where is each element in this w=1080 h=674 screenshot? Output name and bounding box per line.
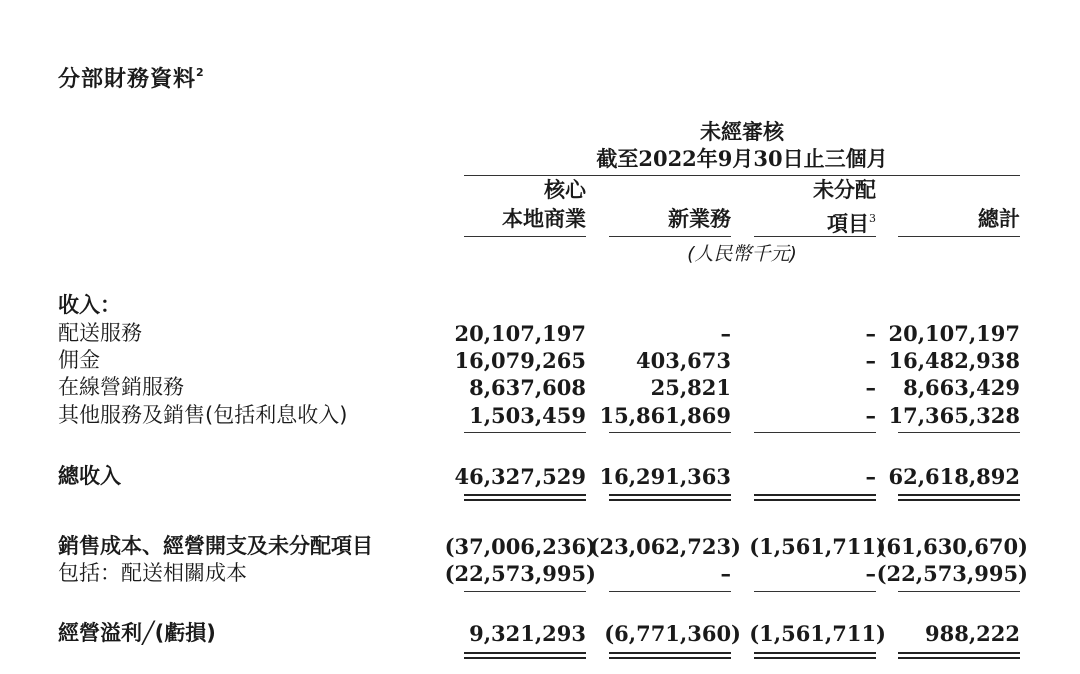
col3-footnote-marker: 3 (869, 212, 876, 225)
col2-profit-rule-a (609, 652, 731, 654)
col-header-core-local-1: 核心 (544, 177, 586, 202)
cell-incl-delivery-new: – (720, 561, 731, 586)
title-footnote-marker: 2 (196, 66, 204, 79)
cell-total-revenue-new: 16,291,363 (599, 464, 731, 489)
col4-profit-rule-a (898, 652, 1020, 654)
col1-header-rule (464, 236, 586, 237)
cell-commission-new: 403,673 (636, 348, 731, 373)
col2-cost-rule (609, 591, 731, 592)
cell-online-marketing-new: 25,821 (650, 375, 731, 400)
col1-profit-rule-b (464, 657, 586, 659)
col3-cost-rule (754, 591, 876, 592)
revenue-heading: 收入： (58, 293, 121, 317)
col2-subtotal-rule (609, 432, 731, 433)
col4-subtotal-rule (898, 432, 1020, 433)
col2-profit-rule-b (609, 657, 731, 659)
cell-delivery-unallocated: – (865, 321, 876, 346)
col3-total-rule-a (754, 494, 876, 496)
row-label-costs: 銷售成本、經營開支及未分配項目 (58, 534, 373, 558)
col-header-total: 總計 (978, 206, 1020, 231)
cell-other-total: 17,365,328 (888, 403, 1020, 428)
cell-incl-delivery-core: (22,573,995) (444, 561, 596, 586)
units-label: (人民幣千元) (687, 243, 797, 265)
cell-operating-profit-unallocated: (1,561,711) (749, 621, 886, 646)
cell-commission-total: 16,482,938 (888, 348, 1020, 373)
cell-other-core: 1,503,459 (469, 403, 586, 428)
col-header-unallocated-2-text: 項目 (827, 211, 869, 236)
col-header-new-initiatives: 新業務 (668, 206, 731, 231)
header-unaudited: 未經審核 (700, 119, 784, 144)
cell-costs-core: (37,006,236) (444, 534, 596, 559)
section-title-text: 分部財務資料 (58, 67, 197, 92)
cell-total-revenue-unallocated: – (865, 464, 876, 489)
col1-cost-rule (464, 591, 586, 592)
cell-costs-total: (61,630,670) (876, 534, 1028, 559)
col3-total-rule-b (754, 499, 876, 501)
cell-costs-new: (23,062,723) (589, 534, 741, 559)
cell-costs-unallocated: (1,561,711) (749, 534, 886, 559)
cell-commission-unallocated: – (865, 348, 876, 373)
col2-total-rule-a (609, 494, 731, 496)
cell-online-marketing-total: 8,663,429 (903, 375, 1020, 400)
col3-header-rule (754, 236, 876, 237)
cell-online-marketing-core: 8,637,608 (469, 375, 586, 400)
col3-profit-rule-b (754, 657, 876, 659)
col1-total-rule-a (464, 494, 586, 496)
row-label-other-services: 其他服務及銷售(包括利息收入) (58, 403, 348, 427)
row-label-delivery: 配送服務 (58, 321, 142, 345)
col4-total-rule-b (898, 499, 1020, 501)
header-period: 截至2022年9月30日止三個月 (596, 146, 888, 171)
section-title (58, 62, 204, 93)
cell-incl-delivery-total: (22,573,995) (876, 561, 1028, 586)
col-header-core-local-2: 本地商業 (502, 206, 586, 231)
cell-operating-profit-core: 9,321,293 (469, 621, 586, 646)
col4-total-rule-a (898, 494, 1020, 496)
col4-header-rule (898, 236, 1020, 237)
col1-subtotal-rule (464, 432, 586, 433)
row-label-total-revenue: 總收入 (58, 464, 121, 488)
cell-commission-core: 16,079,265 (454, 348, 586, 373)
col4-profit-rule-b (898, 657, 1020, 659)
cell-delivery-core: 20,107,197 (454, 321, 586, 346)
col2-total-rule-b (609, 499, 731, 501)
cell-total-revenue-core: 46,327,529 (454, 464, 586, 489)
row-label-operating-profit: 經營溢利╱(虧損) (58, 621, 216, 645)
cell-operating-profit-new: (6,771,360) (604, 621, 741, 646)
col-header-unallocated-2 (827, 205, 876, 237)
cell-delivery-new: – (720, 321, 731, 346)
cell-delivery-total: 20,107,197 (888, 321, 1020, 346)
cell-operating-profit-total: 988,222 (925, 621, 1020, 646)
row-label-commission: 佣金 (58, 348, 100, 372)
row-label-online-marketing: 在線營銷服務 (58, 375, 184, 399)
col1-profit-rule-a (464, 652, 586, 654)
col1-total-rule-b (464, 499, 586, 501)
col3-subtotal-rule (754, 432, 876, 433)
col-header-unallocated-1: 未分配 (813, 177, 876, 202)
col4-cost-rule (898, 591, 1020, 592)
col2-header-rule (609, 236, 731, 237)
cell-incl-delivery-unallocated: – (865, 561, 876, 586)
cell-total-revenue-total: 62,618,892 (888, 464, 1020, 489)
col3-profit-rule-a (754, 652, 876, 654)
cell-other-unallocated: – (865, 403, 876, 428)
row-label-incl-delivery: 包括：配送相關成本 (58, 561, 247, 585)
cell-online-marketing-unallocated: – (865, 375, 876, 400)
cell-other-new: 15,861,869 (599, 403, 731, 428)
